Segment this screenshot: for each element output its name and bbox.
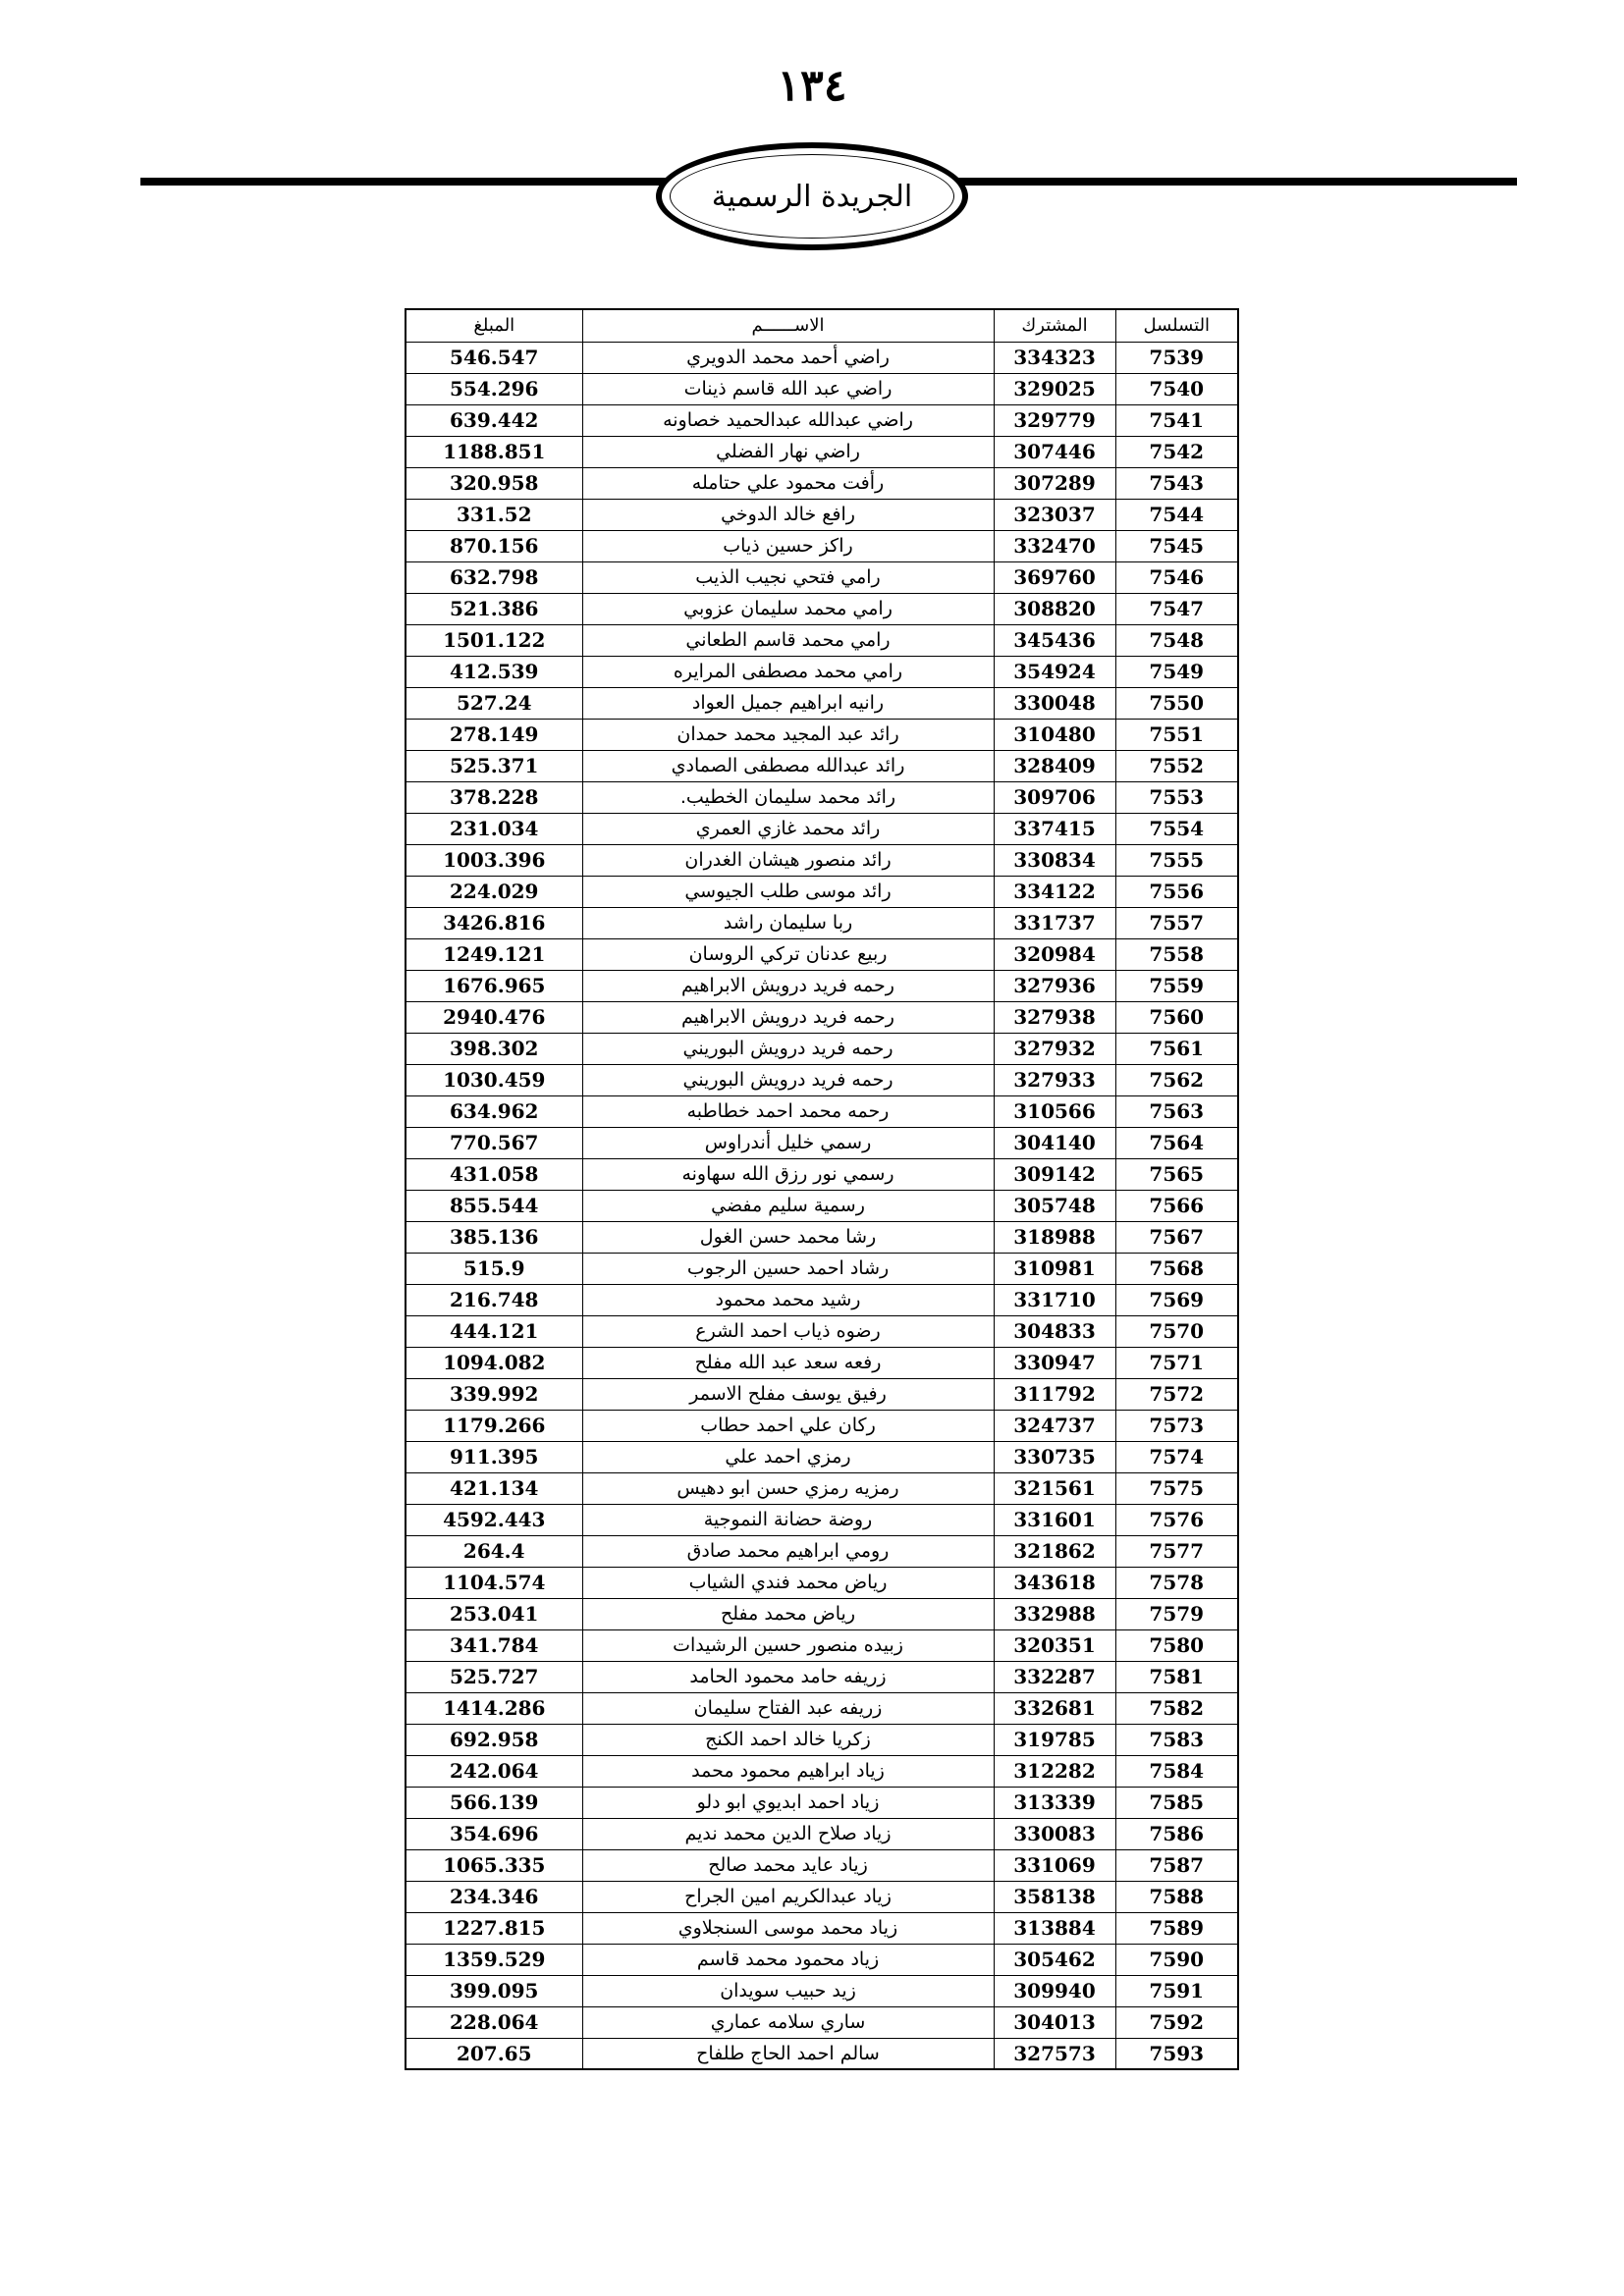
table-row [406,876,1238,907]
cell-amount: 1227.815 [406,1912,582,1944]
cell-name: رفعه سعد عبد الله مفلح [582,1347,994,1378]
cell-subscriber: 327573 [994,2038,1115,2069]
cell-serial: 7558 [1115,938,1238,970]
table-row [406,1190,1238,1221]
cell-name: زكريا خالد احمد الكنج [582,1724,994,1755]
masthead-title: الجريدة الرسمية [711,179,913,214]
header-subscriber: المشترك [994,309,1115,342]
cell-name: زياد عبدالكريم امين الجراح [582,1881,994,1912]
cell-serial: 7586 [1115,1818,1238,1849]
cell-name: رفيق يوسف مفلح الاسمر [582,1378,994,1410]
table-row [406,1944,1238,1975]
cell-name: رسمي خليل أندراوس [582,1127,994,1158]
header-name: الاســــــم [582,309,994,342]
cell-subscriber: 327938 [994,1001,1115,1033]
table-row [406,1441,1238,1472]
cell-serial: 7565 [1115,1158,1238,1190]
cell-subscriber: 332287 [994,1661,1115,1692]
cell-serial: 7555 [1115,844,1238,876]
cell-amount: 228.064 [406,2006,582,2038]
cell-subscriber: 320984 [994,938,1115,970]
cell-name: راكز حسين ذياب [582,530,994,561]
table-row [406,1158,1238,1190]
table-row [406,404,1238,436]
cell-name: زريفه عبد الفتاح سليمان [582,1692,994,1724]
cell-amount: 216.748 [406,1284,582,1315]
cell-name: زريفه حامد محمود الحامد [582,1661,994,1692]
cell-subscriber: 343618 [994,1567,1115,1598]
cell-amount: 320.958 [406,467,582,499]
cell-serial: 7585 [1115,1787,1238,1818]
cell-subscriber: 318988 [994,1221,1115,1253]
cell-name: رياض محمد فندي الشياب [582,1567,994,1598]
cell-name: زياد صلاح الدين محمد نديم [582,1818,994,1849]
cell-amount: 2940.476 [406,1001,582,1033]
cell-subscriber: 312282 [994,1755,1115,1787]
cell-name: راضي أحمد محمد الدويري [582,342,994,373]
table-row [406,624,1238,656]
cell-amount: 354.696 [406,1818,582,1849]
table-row [406,1033,1238,1064]
table-row [406,907,1238,938]
cell-name: زياد محمد موسى السنجلاوي [582,1912,994,1944]
table-row [406,1472,1238,1504]
cell-name: رأفت محمود علي حتامله [582,467,994,499]
cell-name: زياد عايد محمد صالح [582,1849,994,1881]
cell-amount: 1003.396 [406,844,582,876]
cell-amount: 385.136 [406,1221,582,1253]
cell-name: رشاد احمد حسين الرجوب [582,1253,994,1284]
table-row [406,1284,1238,1315]
cell-amount: 242.064 [406,1755,582,1787]
cell-subscriber: 332681 [994,1692,1115,1724]
cell-serial: 7541 [1115,404,1238,436]
cell-name: راضي نهار الفضلي [582,436,994,467]
cell-amount: 399.095 [406,1975,582,2006]
cell-name: رحمه فريد درويش الابراهيم [582,970,994,1001]
cell-serial: 7551 [1115,719,1238,750]
table-row [406,530,1238,561]
cell-subscriber: 334323 [994,342,1115,373]
cell-amount: 1359.529 [406,1944,582,1975]
cell-subscriber: 332988 [994,1598,1115,1629]
table-row [406,1849,1238,1881]
cell-amount: 431.058 [406,1158,582,1190]
cell-name: روضة حضانة النموجية [582,1504,994,1535]
cell-name: رومي ابراهيم محمد صادق [582,1535,994,1567]
cell-subscriber: 328409 [994,750,1115,781]
cell-amount: 444.121 [406,1315,582,1347]
cell-amount: 278.149 [406,719,582,750]
table-row [406,1598,1238,1629]
cell-name: رافع خالد الدوخي [582,499,994,530]
cell-name: رمزيه رمزي حسن ابو دهيس [582,1472,994,1504]
cell-serial: 7567 [1115,1221,1238,1253]
table-row [406,1755,1238,1787]
cell-subscriber: 330947 [994,1347,1115,1378]
cell-name: ساري سلامه عماري [582,2006,994,2038]
cell-subscriber: 358138 [994,1881,1115,1912]
cell-subscriber: 323037 [994,499,1115,530]
cell-amount: 398.302 [406,1033,582,1064]
cell-serial: 7576 [1115,1504,1238,1535]
cell-amount: 521.386 [406,593,582,624]
table-row [406,467,1238,499]
cell-serial: 7579 [1115,1598,1238,1629]
table-row [406,436,1238,467]
cell-name: رحمه فريد درويش البوريني [582,1033,994,1064]
table-row [406,656,1238,687]
cell-subscriber: 319785 [994,1724,1115,1755]
cell-subscriber: 332470 [994,530,1115,561]
cell-amount: 1501.122 [406,624,582,656]
cell-name: رياض محمد مفلح [582,1598,994,1629]
cell-name: رامي محمد سليمان عزوبي [582,593,994,624]
table-row [406,1064,1238,1095]
cell-serial: 7578 [1115,1567,1238,1598]
cell-amount: 634.962 [406,1095,582,1127]
cell-subscriber: 310981 [994,1253,1115,1284]
cell-amount: 3426.816 [406,907,582,938]
cell-serial: 7557 [1115,907,1238,938]
cell-amount: 911.395 [406,1441,582,1472]
cell-subscriber: 311792 [994,1378,1115,1410]
cell-amount: 1676.965 [406,970,582,1001]
cell-name: رشا محمد حسن الغول [582,1221,994,1253]
table-row [406,1787,1238,1818]
cell-name: رسمي نور رزق الله سهاونه [582,1158,994,1190]
cell-subscriber: 305748 [994,1190,1115,1221]
cell-amount: 770.567 [406,1127,582,1158]
cell-name: رائد منصور هيشان الغدران [582,844,994,876]
cell-amount: 341.784 [406,1629,582,1661]
cell-name: ربيع عدنان تركي الروسان [582,938,994,970]
table-row [406,2038,1238,2069]
table-row [406,719,1238,750]
cell-serial: 7547 [1115,593,1238,624]
table-row [406,1975,1238,2006]
table-row [406,1410,1238,1441]
table-row [406,342,1238,373]
cell-amount: 870.156 [406,530,582,561]
cell-amount: 632.798 [406,561,582,593]
cell-subscriber: 310566 [994,1095,1115,1127]
cell-name: رائد موسى طلب الجيوسي [582,876,994,907]
cell-subscriber: 331710 [994,1284,1115,1315]
cell-amount: 231.034 [406,813,582,844]
header-amount: المبلغ [406,309,582,342]
table-row [406,1661,1238,1692]
table-row [406,1912,1238,1944]
table-row [406,1253,1238,1284]
cell-serial: 7545 [1115,530,1238,561]
cell-name: رائد محمد سليمان الخطيب. [582,781,994,813]
cell-serial: 7566 [1115,1190,1238,1221]
cell-serial: 7583 [1115,1724,1238,1755]
cell-serial: 7581 [1115,1661,1238,1692]
cell-subscriber: 369760 [994,561,1115,593]
table-row [406,1692,1238,1724]
cell-subscriber: 330735 [994,1441,1115,1472]
cell-amount: 546.547 [406,342,582,373]
table-row [406,1315,1238,1347]
cell-amount: 1065.335 [406,1849,582,1881]
cell-amount: 692.958 [406,1724,582,1755]
cell-amount: 554.296 [406,373,582,404]
cell-subscriber: 308820 [994,593,1115,624]
cell-subscriber: 309142 [994,1158,1115,1190]
cell-serial: 7582 [1115,1692,1238,1724]
cell-amount: 224.029 [406,876,582,907]
cell-name: رائد محمد غازي العمري [582,813,994,844]
cell-name: رضوه ذياب احمد الشرع [582,1315,994,1347]
cell-name: رانيه ابراهيم جميل العواد [582,687,994,719]
cell-serial: 7540 [1115,373,1238,404]
cell-serial: 7584 [1115,1755,1238,1787]
table-header-row [406,309,1238,342]
cell-name: رامي محمد قاسم الطعاني [582,624,994,656]
cell-subscriber: 330083 [994,1818,1115,1849]
cell-serial: 7589 [1115,1912,1238,1944]
cell-serial: 7561 [1115,1033,1238,1064]
table-row [406,687,1238,719]
table-row [406,1127,1238,1158]
cell-subscriber: 304013 [994,2006,1115,2038]
cell-name: زيد حبيب سويدان [582,1975,994,2006]
cell-amount: 331.52 [406,499,582,530]
cell-serial: 7573 [1115,1410,1238,1441]
cell-subscriber: 307289 [994,467,1115,499]
table-row [406,1818,1238,1849]
cell-amount: 855.544 [406,1190,582,1221]
cell-amount: 1414.286 [406,1692,582,1724]
cell-name: رسمية سليم مفضي [582,1190,994,1221]
cell-name: زياد احمد ابديوي ابو دلو [582,1787,994,1818]
cell-subscriber: 329025 [994,373,1115,404]
cell-serial: 7580 [1115,1629,1238,1661]
table-row [406,1347,1238,1378]
cell-serial: 7559 [1115,970,1238,1001]
cell-amount: 1249.121 [406,938,582,970]
cell-subscriber: 327933 [994,1064,1115,1095]
cell-serial: 7552 [1115,750,1238,781]
cell-name: رامي محمد مصطفى المرايره [582,656,994,687]
cell-name: رائد عبدالله مصطفى الصمادي [582,750,994,781]
masthead-oval [656,142,968,250]
cell-serial: 7543 [1115,467,1238,499]
cell-amount: 253.041 [406,1598,582,1629]
cell-subscriber: 331069 [994,1849,1115,1881]
cell-serial: 7570 [1115,1315,1238,1347]
table-row [406,561,1238,593]
cell-subscriber: 321561 [994,1472,1115,1504]
table-row [406,781,1238,813]
cell-subscriber: 331601 [994,1504,1115,1535]
cell-name: راضي عبدالله عبدالحميد خصاونه [582,404,994,436]
cell-subscriber: 329779 [994,404,1115,436]
cell-serial: 7569 [1115,1284,1238,1315]
table-row [406,1504,1238,1535]
table-row [406,593,1238,624]
cell-subscriber: 354924 [994,656,1115,687]
cell-serial: 7574 [1115,1441,1238,1472]
cell-serial: 7591 [1115,1975,1238,2006]
cell-subscriber: 313884 [994,1912,1115,1944]
cell-serial: 7562 [1115,1064,1238,1095]
header-serial: التسلسل [1115,309,1238,342]
cell-amount: 412.539 [406,656,582,687]
table-row [406,1724,1238,1755]
cell-subscriber: 330048 [994,687,1115,719]
cell-name: زياد ابراهيم محمود محمد [582,1755,994,1787]
cell-serial: 7542 [1115,436,1238,467]
cell-name: رمزي احمد علي [582,1441,994,1472]
table-row [406,970,1238,1001]
cell-subscriber: 327932 [994,1033,1115,1064]
cell-amount: 1188.851 [406,436,582,467]
cell-serial: 7554 [1115,813,1238,844]
table-row [406,938,1238,970]
table-row [406,1535,1238,1567]
cell-serial: 7546 [1115,561,1238,593]
table-row [406,1629,1238,1661]
cell-subscriber: 334122 [994,876,1115,907]
cell-name: ركان علي احمد حطاب [582,1410,994,1441]
table-row [406,1567,1238,1598]
cell-amount: 1030.459 [406,1064,582,1095]
table-row [406,1881,1238,1912]
cell-subscriber: 337415 [994,813,1115,844]
cell-serial: 7563 [1115,1095,1238,1127]
cell-amount: 525.371 [406,750,582,781]
cell-serial: 7593 [1115,2038,1238,2069]
cell-amount: 234.346 [406,1881,582,1912]
cell-amount: 378.228 [406,781,582,813]
table-row [406,1378,1238,1410]
cell-serial: 7592 [1115,2006,1238,2038]
cell-subscriber: 321862 [994,1535,1115,1567]
cell-name: رشيد محمد محمود [582,1284,994,1315]
cell-name: رحمه فريد درويش الابراهيم [582,1001,994,1033]
cell-subscriber: 313339 [994,1787,1115,1818]
cell-subscriber: 320351 [994,1629,1115,1661]
cell-serial: 7553 [1115,781,1238,813]
cell-amount: 525.727 [406,1661,582,1692]
cell-subscriber: 330834 [994,844,1115,876]
cell-amount: 264.4 [406,1535,582,1567]
cell-amount: 1094.082 [406,1347,582,1378]
table-row [406,844,1238,876]
cell-serial: 7590 [1115,1944,1238,1975]
cell-serial: 7550 [1115,687,1238,719]
cell-amount: 421.134 [406,1472,582,1504]
table-row [406,2006,1238,2038]
cell-serial: 7548 [1115,624,1238,656]
cell-name: زياد محمود محمد قاسم [582,1944,994,1975]
cell-name: راضي عبد الله قاسم ذينات [582,373,994,404]
table-body [406,342,1238,2069]
cell-name: رائد عبد المجيد محمد حمدان [582,719,994,750]
cell-subscriber: 309706 [994,781,1115,813]
table-row [406,1095,1238,1127]
cell-name: رامي فتحي نجيب الذيب [582,561,994,593]
cell-amount: 4592.443 [406,1504,582,1535]
page-number: ١٣٤ [777,61,847,111]
cell-serial: 7568 [1115,1253,1238,1284]
table-row [406,750,1238,781]
cell-name: ربا سليمان راشد [582,907,994,938]
cell-serial: 7587 [1115,1849,1238,1881]
table-row [406,1221,1238,1253]
cell-subscriber: 307446 [994,436,1115,467]
table-row [406,499,1238,530]
cell-subscriber: 309940 [994,1975,1115,2006]
cell-name: زبيده منصور حسين الرشيدات [582,1629,994,1661]
cell-amount: 207.65 [406,2038,582,2069]
cell-amount: 566.139 [406,1787,582,1818]
cell-name: سالم احمد الحاج طلفاح [582,2038,994,2069]
table-row [406,813,1238,844]
cell-serial: 7544 [1115,499,1238,530]
cell-serial: 7575 [1115,1472,1238,1504]
cell-amount: 339.992 [406,1378,582,1410]
cell-subscriber: 304140 [994,1127,1115,1158]
cell-serial: 7549 [1115,656,1238,687]
cell-serial: 7556 [1115,876,1238,907]
cell-serial: 7571 [1115,1347,1238,1378]
cell-name: رحمه فريد درويش البوريني [582,1064,994,1095]
cell-amount: 527.24 [406,687,582,719]
cell-amount: 1104.574 [406,1567,582,1598]
cell-serial: 7577 [1115,1535,1238,1567]
cell-serial: 7564 [1115,1127,1238,1158]
cell-subscriber: 345436 [994,624,1115,656]
cell-serial: 7588 [1115,1881,1238,1912]
cell-serial: 7539 [1115,342,1238,373]
cell-subscriber: 305462 [994,1944,1115,1975]
cell-subscriber: 331737 [994,907,1115,938]
subscribers-table [405,308,1239,2070]
cell-serial: 7560 [1115,1001,1238,1033]
cell-subscriber: 324737 [994,1410,1115,1441]
cell-serial: 7572 [1115,1378,1238,1410]
table-row [406,373,1238,404]
table-row [406,1001,1238,1033]
cell-amount: 515.9 [406,1253,582,1284]
cell-amount: 1179.266 [406,1410,582,1441]
cell-subscriber: 304833 [994,1315,1115,1347]
cell-subscriber: 310480 [994,719,1115,750]
cell-amount: 639.442 [406,404,582,436]
cell-subscriber: 327936 [994,970,1115,1001]
cell-name: رحمه محمد احمد خطاطبه [582,1095,994,1127]
